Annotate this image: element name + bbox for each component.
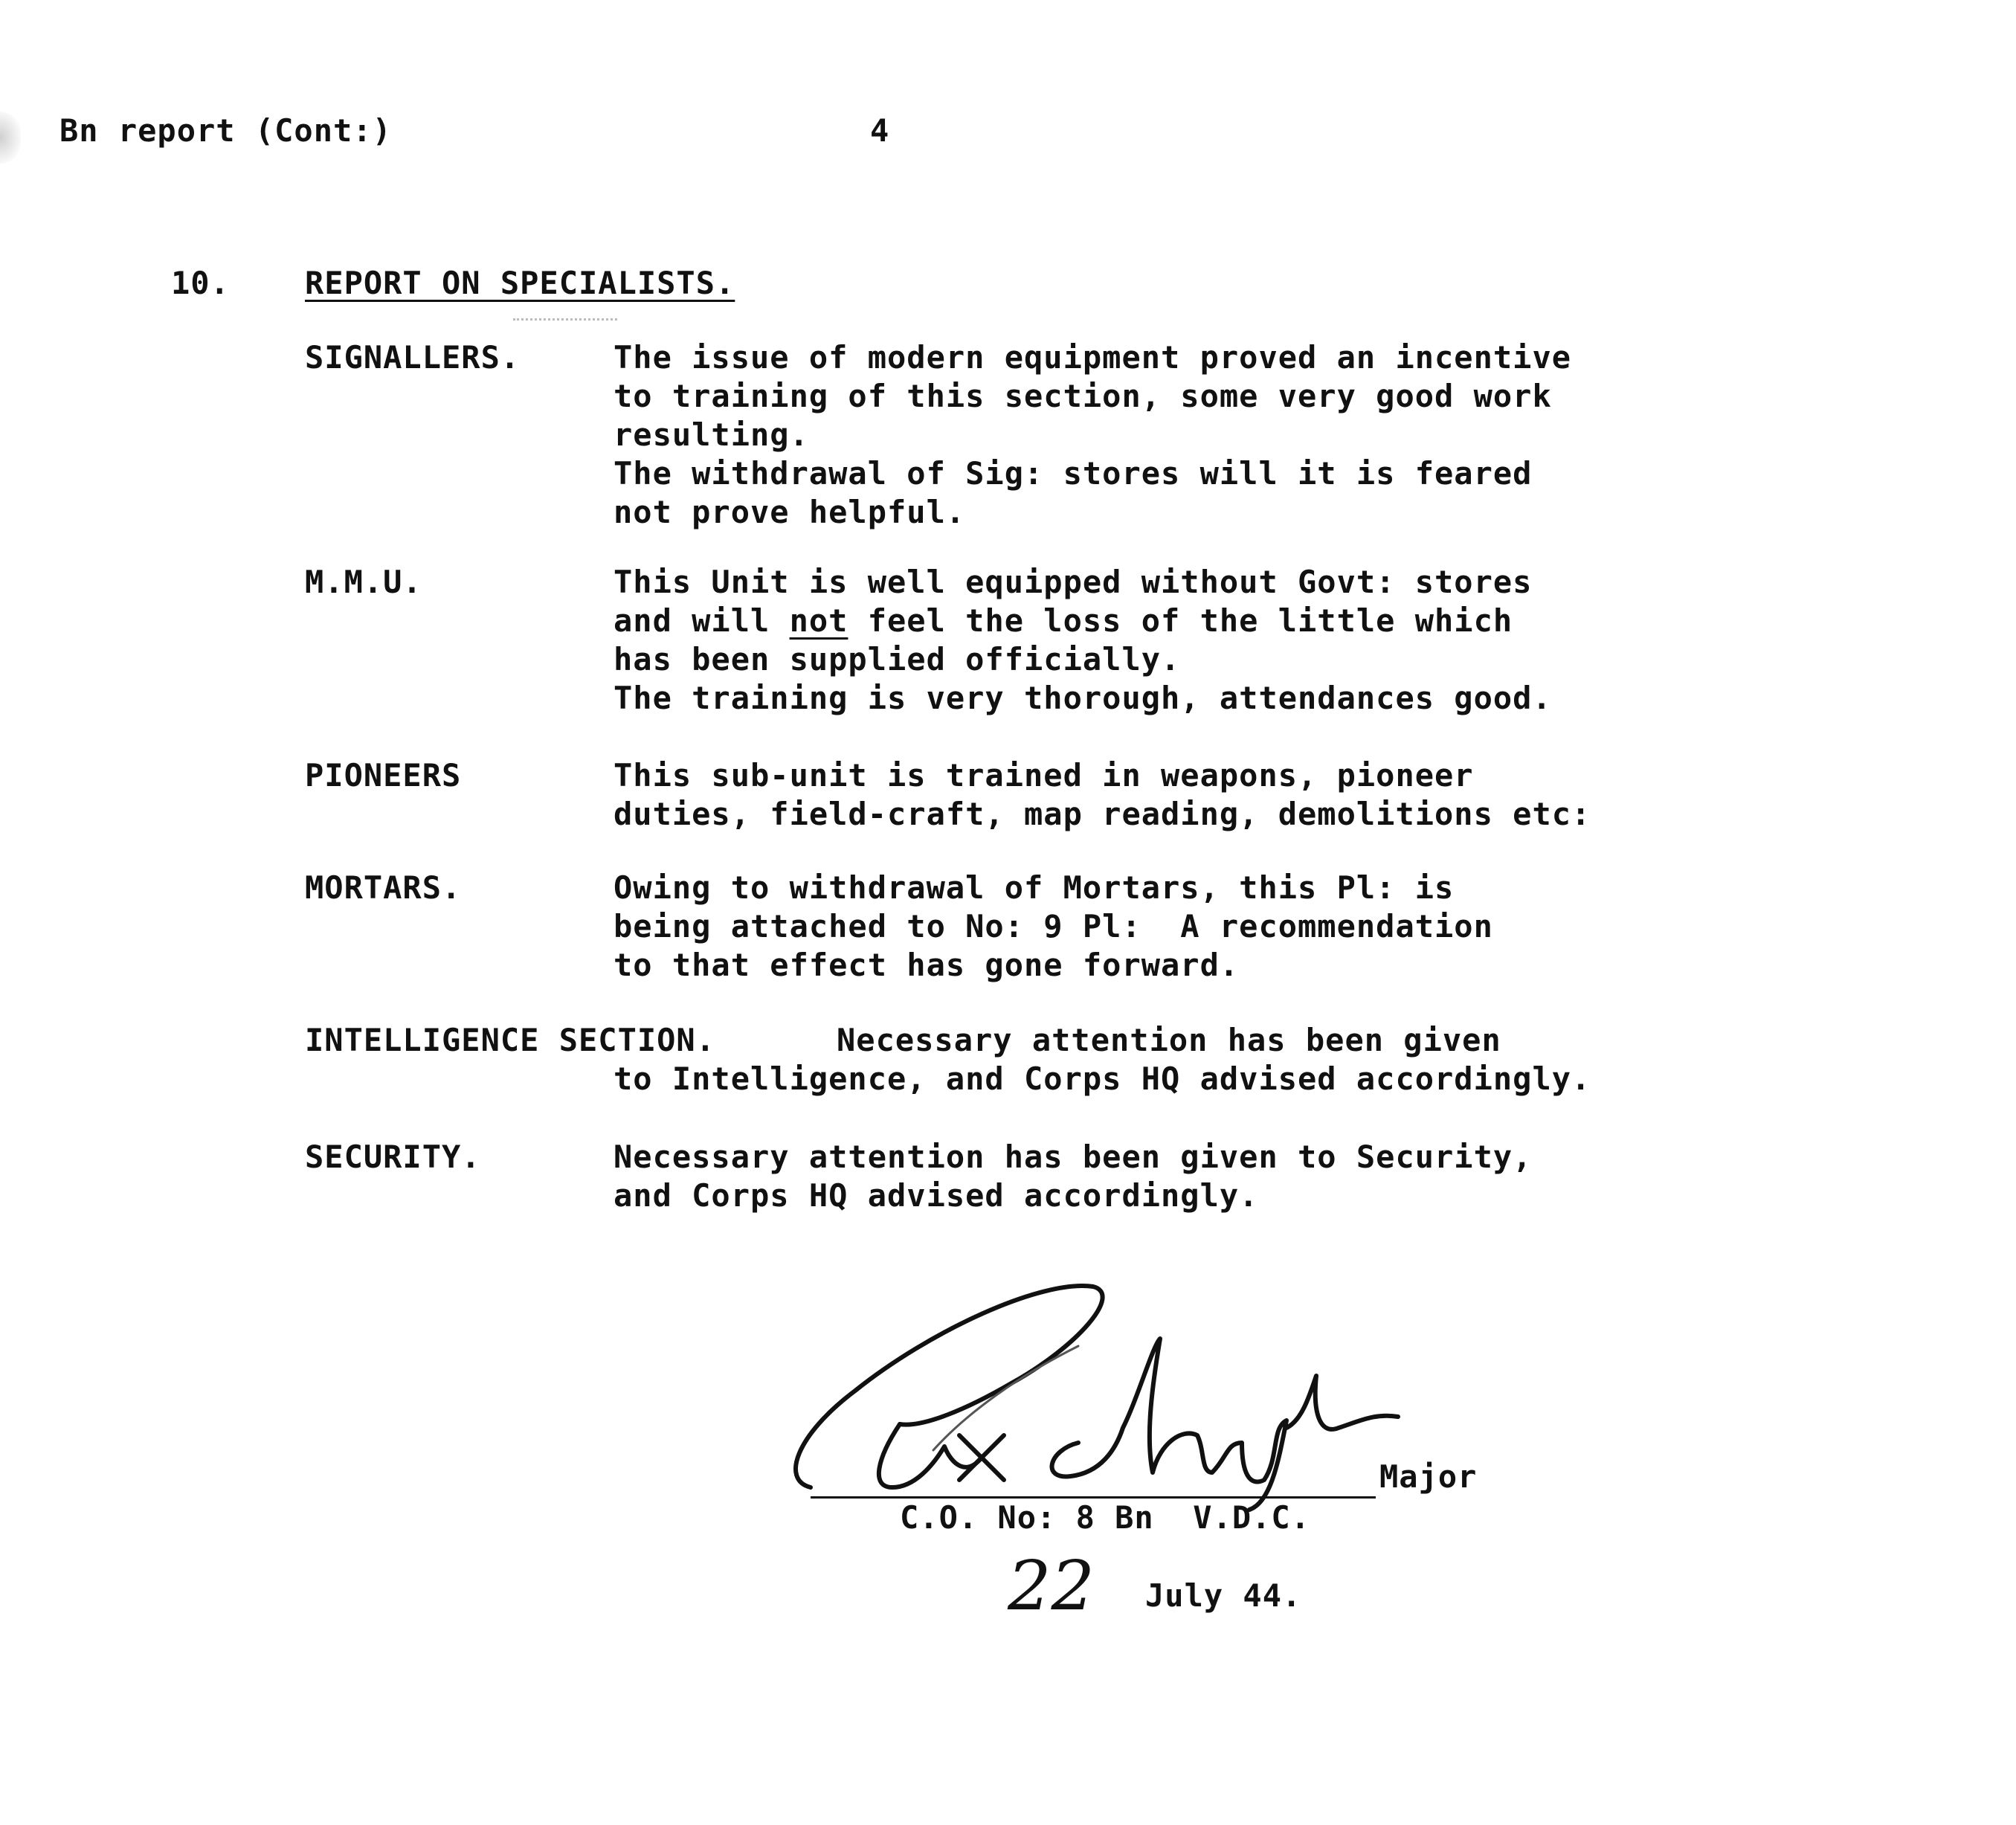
date-month-year: July 44.	[1145, 1577, 1302, 1614]
section-number: 10.	[171, 265, 230, 301]
item-line: The withdrawal of Sig: stores will it is feared	[614, 455, 1533, 492]
item-label: MORTARS.	[305, 869, 462, 906]
item-line: and Corps HQ advised accordingly.	[614, 1177, 1259, 1214]
item-line: resulting.	[614, 416, 809, 453]
section-title: REPORT ON SPECIALISTS.	[305, 265, 735, 301]
item-line: and will not feel the loss of the little which	[614, 602, 1513, 639]
item-line: Necessary attention has been given	[837, 1022, 1501, 1058]
emphasis-not: not	[789, 602, 848, 639]
item-line: to Intelligence, and Corps HQ advised accordingly.	[614, 1060, 1591, 1097]
running-header: Bn report (Cont:)	[59, 112, 392, 149]
item-line: The issue of modern equipment proved an incentive	[614, 339, 1572, 376]
faint-dots	[513, 318, 617, 324]
date-day-handwritten: 22	[1008, 1546, 1095, 1626]
item-line: This Unit is well equipped without Govt: stores	[614, 564, 1533, 600]
item-line: not prove helpful.	[614, 494, 966, 530]
item-label: INTELLIGENCE SECTION.	[305, 1022, 716, 1058]
item-label: SIGNALLERS.	[305, 339, 521, 376]
item-line: Necessary attention has been given to Security,	[614, 1139, 1533, 1175]
scan-edge-shadow	[0, 112, 21, 164]
item-line: duties, field-craft, map reading, demolitions etc:	[614, 796, 1591, 832]
handwritten-signature	[766, 1264, 1405, 1517]
item-line: being attached to No: 9 Pl: A recommendation	[614, 908, 1493, 944]
signatory-rank: Major	[1379, 1458, 1478, 1495]
item-label: PIONEERS	[305, 757, 462, 794]
item-line: to training of this section, some very good work	[614, 378, 1552, 414]
item-line: has been supplied officially.	[614, 641, 1181, 677]
page-number: 4	[870, 112, 890, 149]
item-line: This sub-unit is trained in weapons, pioneer	[614, 757, 1474, 794]
item-line: to that effect has gone forward.	[614, 947, 1240, 983]
signatory-unit: C.O. No: 8 Bn V.D.C.	[900, 1499, 1311, 1536]
item-label: SECURITY.	[305, 1139, 481, 1175]
item-line: The training is very thorough, attendances good.	[614, 680, 1552, 716]
item-label: M.M.U.	[305, 564, 422, 600]
item-line: Owing to withdrawal of Mortars, this Pl: is	[614, 869, 1455, 906]
